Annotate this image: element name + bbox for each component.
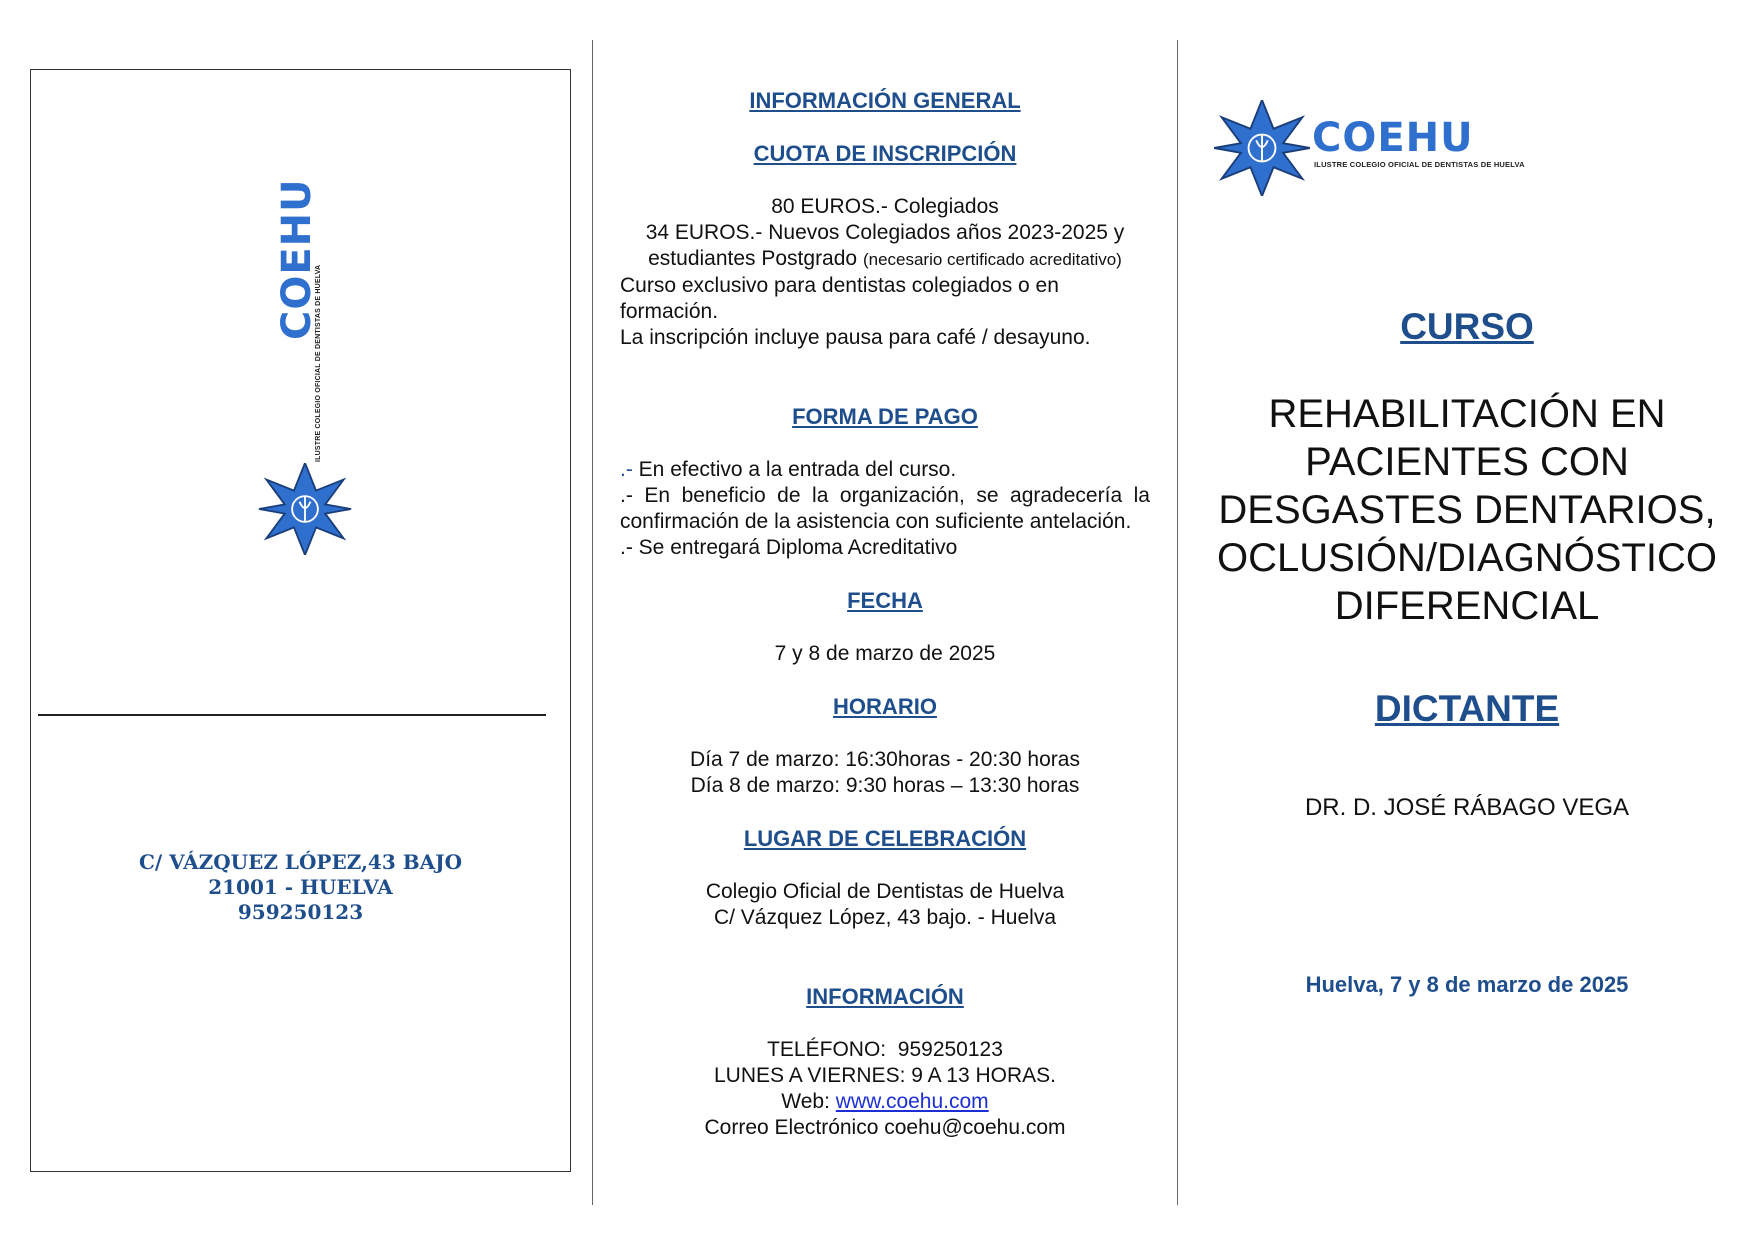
heading-informacion: INFORMACIÓN xyxy=(806,984,964,1009)
heading-forma-pago: FORMA DE PAGO xyxy=(792,404,978,429)
middle-panel xyxy=(620,88,1150,1141)
pago-item-1 xyxy=(620,457,1150,483)
course-title-line-4: OCLUSIÓN/DIAGNÓSTICO xyxy=(1216,536,1718,580)
course-title xyxy=(1180,390,1754,630)
heading-cuota: CUOTA DE INSCRIPCIÓN xyxy=(753,141,1017,166)
left-logo-wordmark: COEHU xyxy=(274,178,320,340)
pago-item-2-text: En beneficio de la organización, se agradecería la confirmación de la asistencia con suficiente antelación. xyxy=(620,484,1150,533)
right-panel xyxy=(1180,306,1754,998)
left-panel-divider xyxy=(38,714,546,716)
course-title-line-1: REHABILITACIÓN EN xyxy=(1268,392,1666,436)
panel-divider-right xyxy=(1177,40,1178,1205)
heading-info-general: INFORMACIÓN GENERAL xyxy=(749,88,1021,113)
info-email: Correo Electrónico coehu@coehu.com xyxy=(704,1116,1066,1139)
cuota-line-3-note: (necesario certificado acreditativo) xyxy=(862,250,1122,269)
cuota-line-3-main: estudiantes Postgrado xyxy=(648,247,858,270)
bullet: .- xyxy=(620,484,633,507)
address-phone: 959250123 xyxy=(237,900,364,924)
info-telefono: TELÉFONO: 959250123 xyxy=(767,1038,1003,1061)
heading-curso: CURSO xyxy=(1400,306,1534,347)
lugar-line-1: Colegio Oficial de Dentistas de Huelva xyxy=(705,880,1065,903)
cuota-line-5: La inscripción incluye pausa para café / desayuno. xyxy=(620,326,1091,349)
heading-lugar: LUGAR DE CELEBRACIÓN xyxy=(743,826,1027,851)
course-title-line-3: DESGASTES DENTARIOS, xyxy=(1218,488,1716,532)
cuota-line-4: Curso exclusivo para dentistas colegiados o en formación. xyxy=(620,274,1059,323)
heading-horario: HORARIO xyxy=(833,694,937,719)
left-logo-subtext: ILUSTRE COLEGIO OFICIAL DE DENTISTAS DE HUELVA xyxy=(315,264,322,462)
pago-item-3 xyxy=(620,535,1150,561)
course-title-line-2: PACIENTES CON xyxy=(1305,440,1629,484)
right-logo-subtext: ILUSTRE COLEGIO OFICIAL DE DENTISTAS DE HUELVA xyxy=(1314,160,1525,169)
course-date-place: Huelva, 7 y 8 de marzo de 2025 xyxy=(1305,972,1629,997)
bullet: .- xyxy=(620,458,633,481)
pago-item-3-text: Se entregará Diploma Acreditativo xyxy=(638,536,958,559)
web-link[interactable]: www.coehu.com xyxy=(835,1090,989,1113)
cuota-line-3 xyxy=(620,246,1150,273)
info-horas: LUNES A VIERNES: 9 A 13 HORAS. xyxy=(714,1064,1056,1087)
cuota-line-1: 80 EUROS.- Colegiados xyxy=(771,195,999,218)
heading-dictante: DICTANTE xyxy=(1374,688,1560,729)
maltese-cross-logo-icon xyxy=(1214,100,1310,196)
heading-fecha: FECHA xyxy=(847,588,923,613)
address-city: 21001 - HUELVA xyxy=(208,875,393,899)
fecha-value: 7 y 8 de marzo de 2025 xyxy=(774,642,996,665)
lugar-line-2: C/ Vázquez López, 43 bajo. - Huelva xyxy=(713,906,1057,929)
left-logo xyxy=(252,178,362,555)
info-web-label: Web: xyxy=(781,1090,830,1113)
maltese-cross-logo-icon xyxy=(256,463,354,555)
right-logo xyxy=(1214,100,1574,200)
right-logo-wordmark: COEHU xyxy=(1312,115,1474,161)
horario-line-2: Día 8 de marzo: 9:30 horas – 13:30 horas xyxy=(690,774,1080,797)
bullet: .- xyxy=(620,536,633,559)
left-address-block xyxy=(30,850,571,925)
horario-line-1: Día 7 de marzo: 16:30horas - 20:30 horas xyxy=(690,748,1080,771)
address-street: C/ VÁZQUEZ LÓPEZ,43 BAJO xyxy=(138,850,463,874)
panel-divider-left xyxy=(592,40,593,1205)
info-web xyxy=(620,1089,1150,1115)
cuota-line-2: 34 EUROS.- Nuevos Colegiados años 2023-2025 y xyxy=(645,221,1125,244)
dictante-name: DR. D. JOSÉ RÁBAGO VEGA xyxy=(1304,794,1630,821)
course-title-line-5: DIFERENCIAL xyxy=(1334,584,1600,628)
pago-item-1-text: En efectivo a la entrada del curso. xyxy=(638,458,957,481)
pago-item-2 xyxy=(620,483,1150,535)
